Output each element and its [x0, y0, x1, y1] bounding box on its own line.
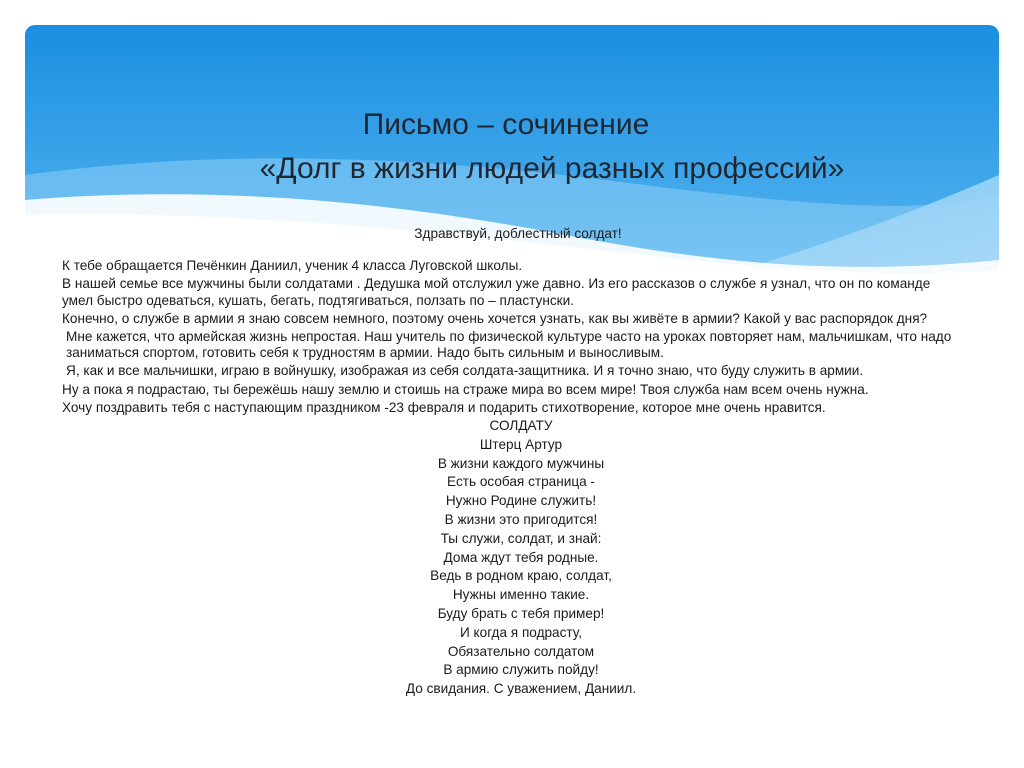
- paragraph: Хочу поздравить тебя с наступающим праздником -23 февраля и подарить стихотворение, которое мне очень нравится.: [62, 399, 826, 415]
- letter-body: [62, 226, 962, 700]
- poem-line: Ты служи, солдат, и знай:: [440, 530, 602, 546]
- poem-line: Нужно Родине служить!: [445, 493, 597, 509]
- title-line-2: «Долг в жизни людей разных профессий»: [259, 152, 845, 185]
- poem-line: Нужны именно такие.: [452, 587, 590, 603]
- paragraph: В нашей семье все мужчины были солдатами . Дедушка мой отслужил уже давно. Из его рассказов о службе я узнал, что он по команде умел быстро одеваться, кушать, бегать, подтягиваться, ползать по – пластунски.: [62, 276, 931, 308]
- paragraph: Конечно, о службе в армии я знаю совсем немного, поэтому очень хочется узнать, как вы живёте в армии? Какой у вас распорядок дня?: [62, 310, 928, 326]
- greeting: Здравствуй, доблестный солдат!: [414, 226, 622, 241]
- poem-line: Ведь в родном краю, солдат,: [430, 568, 612, 584]
- poem-line: Есть особая страница -: [447, 474, 595, 490]
- poem-line: Буду брать с тебя пример!: [437, 606, 605, 621]
- signature: До свидания. С уважением, Даниил.: [405, 681, 637, 697]
- poem-line: Обязательно солдатом: [447, 643, 595, 659]
- poem-title: СОЛДАТУ: [489, 418, 553, 434]
- poem-line: Дома ждут тебя родные.: [443, 549, 599, 565]
- paragraph: Ну а пока я подрастаю, ты бережёшь нашу землю и стоишь на страже мира во всем мире! Твоя служба нам всем очень нужна.: [62, 381, 869, 397]
- poem: [62, 418, 962, 697]
- poem-line: И когда я подрасту,: [459, 624, 583, 640]
- poem-line: В армию служить пойду!: [443, 662, 599, 678]
- title-line-1: Письмо – сочинение: [362, 108, 650, 141]
- poem-author: Штерц Артур: [479, 436, 563, 452]
- paragraph: Я, как и все мальчишки, играю в войнушку, изображая из себя солдата-защитника. И я точно знаю, что буду служить в армии.: [66, 363, 864, 379]
- poem-line: В жизни это пригодится!: [444, 512, 598, 528]
- paragraph: Мне кажется, что армейская жизнь непростая. Наш учитель по физической культуре часто на уроках повторяет нам, мальчишкам, что надо заниматься спортом, готовить себя к трудностям в армии. Надо быть сильным и выносливым.: [66, 329, 952, 361]
- poem-line: В жизни каждого мужчины: [437, 455, 605, 471]
- slide-title: [150, 103, 950, 191]
- paragraph: К тебе обращается Печёнкин Даниил, ученик 4 класса Луговской школы.: [62, 258, 523, 274]
